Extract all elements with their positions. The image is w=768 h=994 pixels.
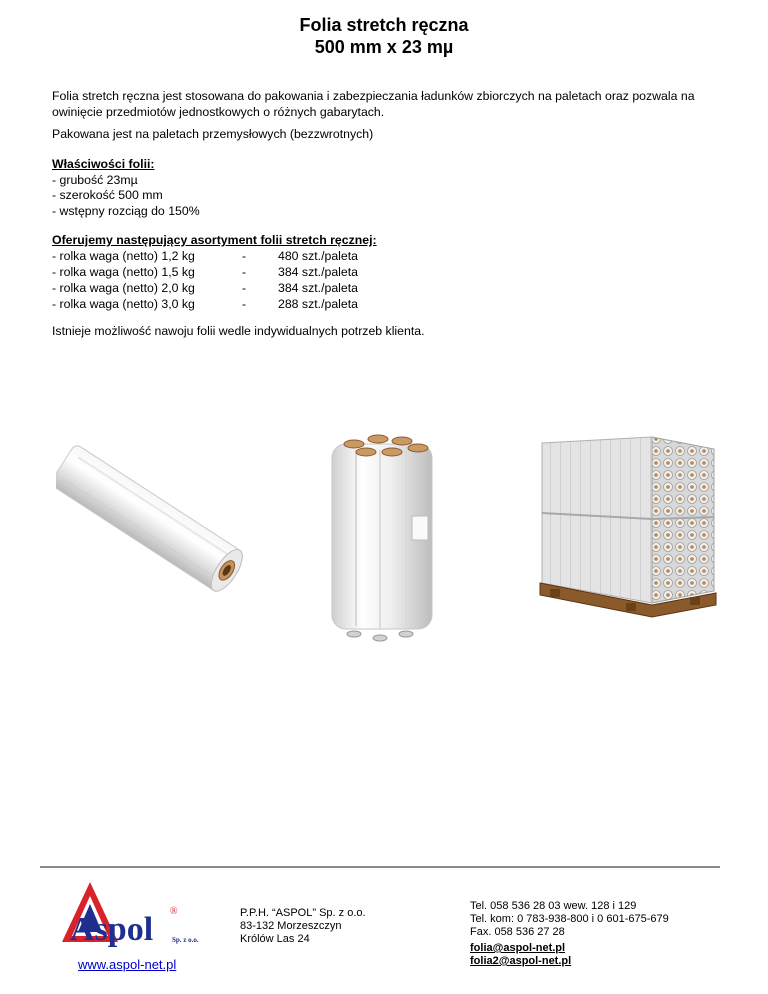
property-item: - szerokość 500 mm — [52, 188, 163, 202]
row-dash: - — [242, 249, 247, 263]
rolls-per-pallet: 384 szt./paleta — [278, 281, 358, 295]
company-address — [240, 907, 366, 946]
intro-line-2: owinięcie przedmiotów jednostkowych o różnych gabarytach. — [52, 104, 385, 119]
intro-paragraph — [52, 89, 732, 120]
address-line-1: 83-132 Morzeszczyn — [240, 920, 342, 932]
email-link-1[interactable]: folia@aspol-net.pl — [470, 942, 566, 954]
single-roll-photo — [56, 445, 246, 595]
website-link[interactable]: www.aspol-net.pl — [78, 957, 177, 972]
assortment-row — [52, 297, 398, 313]
property-item: - grubość 23mµ — [52, 172, 138, 187]
rolls-per-pallet: 288 szt./paleta — [278, 297, 358, 311]
packaging-paragraph: Pakowana jest na paletach przemysłowych (bezzwrotnych) — [52, 127, 374, 141]
property-item: - wstępny rozciąg do 150% — [52, 203, 200, 218]
rolls-per-pallet: 480 szt./paleta — [278, 249, 358, 263]
assortment-row — [52, 249, 398, 265]
intro-line-1: Folia stretch ręczna jest stosowana do pakowania i zabezpieczania ładunków zbiorczych na paletach oraz pozwala na — [52, 89, 695, 103]
phone-line: Tel. 058 536 28 03 wew. 128 i 129 — [470, 900, 637, 912]
footer-divider — [40, 866, 720, 868]
custom-winding-note: Istnieje możliwość nawoju folii wedle indywidualnych potrzeb klienta. — [52, 324, 425, 338]
assortment-row — [52, 281, 398, 297]
title-line-2: 500 mm x 23 mµ — [314, 37, 454, 57]
fax-line: Fax. 058 536 27 28 — [470, 926, 565, 938]
row-dash: - — [242, 297, 247, 311]
contact-block — [470, 900, 669, 968]
properties-heading: Właściwości folii: — [52, 157, 155, 171]
logo-suffix: Sp. z o.o. — [172, 936, 199, 944]
assortment-section — [52, 233, 398, 313]
document-title — [0, 14, 768, 58]
roll-weight: - rolka waga (netto) 1,5 kg — [52, 265, 195, 279]
mobile-line: Tel. kom: 0 783-938-800 i 0 601-675-679 — [470, 913, 669, 925]
row-dash: - — [242, 265, 247, 279]
title-line-1: Folia stretch ręczna — [299, 15, 469, 35]
company-name: P.P.H. “ASPOL” Sp. z o.o. — [240, 907, 366, 919]
properties-section — [52, 157, 732, 219]
logo-registered-mark: ® — [170, 906, 178, 917]
aspol-logo — [58, 880, 218, 948]
assortment-row — [52, 265, 398, 281]
row-dash: - — [242, 281, 247, 295]
assortment-heading: Oferujemy następujący asortyment folii stretch ręcznej: — [52, 233, 377, 247]
roll-weight: - rolka waga (netto) 2,0 kg — [52, 281, 195, 295]
roll-pack-photo — [318, 430, 443, 645]
logo-text: Aspol — [70, 911, 154, 948]
roll-weight: - rolka waga (netto) 3,0 kg — [52, 297, 195, 311]
pallet-photo — [530, 433, 720, 618]
roll-weight: - rolka waga (netto) 1,2 kg — [52, 249, 195, 263]
rolls-per-pallet: 384 szt./paleta — [278, 265, 358, 279]
email-link-2[interactable]: folia2@aspol-net.pl — [470, 955, 572, 967]
address-line-2: Królów Las 24 — [240, 933, 310, 945]
